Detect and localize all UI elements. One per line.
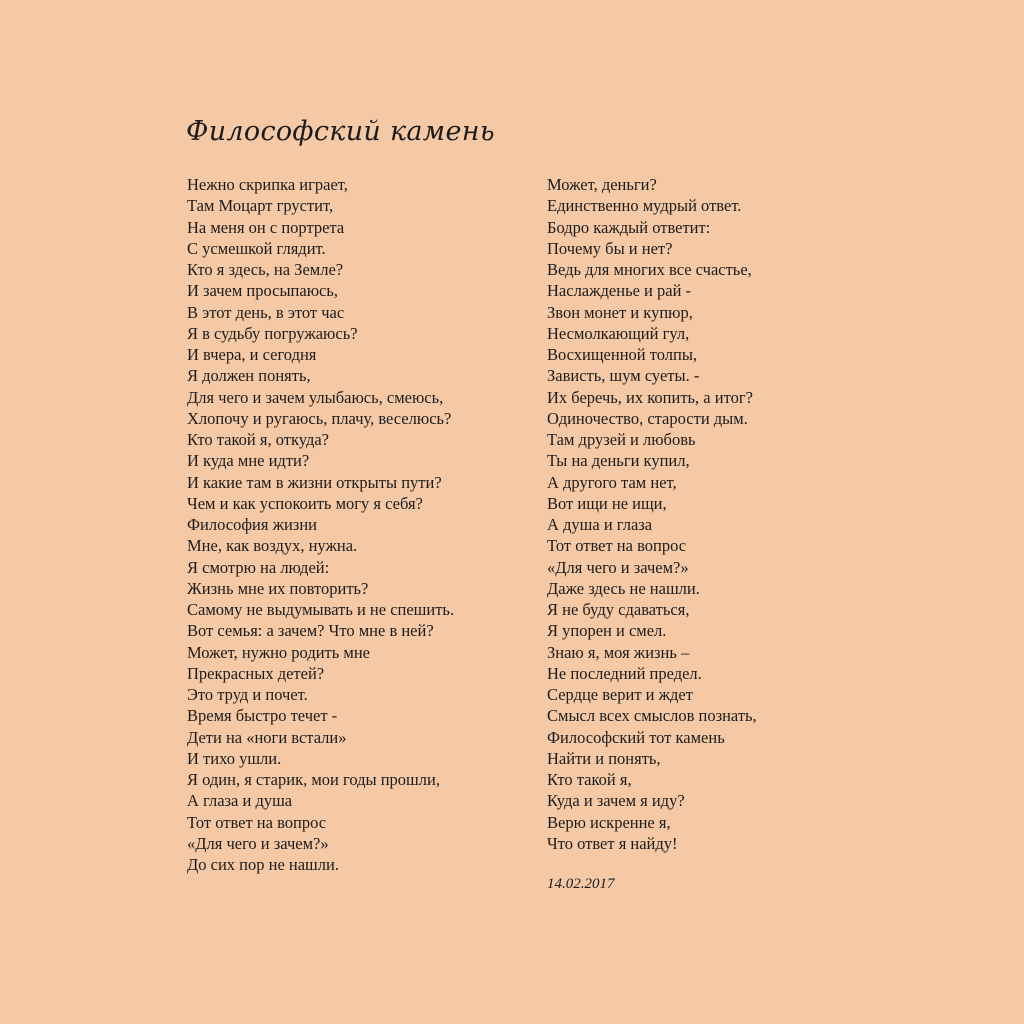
poem-line: Самому не выдумывать и не спешить. <box>187 600 455 619</box>
poem-line: Наслажденье и рай - <box>547 281 692 301</box>
poem-line: Смысл всех смыслов познать, <box>547 706 757 726</box>
poem-line: «Для чего и зачем?» <box>187 833 329 853</box>
poem-line: «Для чего и зачем?» <box>547 557 689 577</box>
poem-line: Ведь для многих все счастье, <box>547 260 752 279</box>
poem-line: Единственно мудрый ответ. <box>547 196 742 216</box>
poem-line: И тихо ушли. <box>187 748 282 768</box>
poem-line: Мне, как воздух, нужна. <box>187 536 358 556</box>
poem-line: Я один, я старик, мои годы прошли, <box>187 770 440 789</box>
poem-line: Кто такой я, <box>547 770 632 789</box>
poem-line: И куда мне идти? <box>187 451 310 471</box>
poem-line: Знаю я, моя жизнь – <box>547 642 690 662</box>
poem-line: Я в судьбу погружаюсь? <box>187 323 358 343</box>
poem-line: Тот ответ на вопрос <box>187 812 327 832</box>
poem-line: А душа и глаза <box>547 515 653 534</box>
poem-line: Я не буду сдаваться, <box>547 600 690 619</box>
poem-line: Бодро каждый ответит: <box>547 217 711 237</box>
poem-line: Может, нужно родить мне <box>187 642 370 662</box>
poem-line: Прекрасных детей? <box>187 663 325 683</box>
poem-line: Жизнь мне их повторить? <box>187 578 369 598</box>
poem-line: Зависть, шум суеты. - <box>547 366 700 386</box>
poem-line: Кто я здесь, на Земле? <box>187 260 344 279</box>
poem-line: Звон монет и купюр, <box>547 302 693 322</box>
poem-line: Дети на «ноги встали» <box>187 727 347 747</box>
poem-line: Несмолкающий гул, <box>547 323 690 343</box>
poem-line: И вчера, и сегодня <box>187 345 317 364</box>
poem-line: Восхищенной толпы, <box>547 345 698 364</box>
poem-line: Философский тот камень <box>547 727 725 747</box>
poem-title: Философский камень <box>186 116 495 147</box>
poem-line: Одиночество, старости дым. <box>547 408 748 428</box>
poem-line: Может, деньги? <box>547 175 657 194</box>
poem-line: До сих пор не нашли. <box>187 855 339 874</box>
poem-line: С усмешкой глядит. <box>187 238 326 258</box>
poem-right-column <box>547 174 877 854</box>
poem-line: Там друзей и любовь <box>547 430 696 449</box>
poem-line: Я упорен и смел. <box>547 621 667 641</box>
poem-line: И зачем просыпаюсь, <box>187 281 339 301</box>
poem-line: Их беречь, их копить, а итог? <box>547 387 753 407</box>
poem-line: Вот семья: а зачем? Что мне в ней? <box>187 621 434 641</box>
poem-line: Даже здесь не нашли. <box>547 578 700 598</box>
poem-line: Я должен понять, <box>187 366 311 386</box>
poem-line: Это труд и почет. <box>187 685 308 704</box>
poem-line: Нежно скрипка играет, <box>187 175 348 194</box>
poem-line: Философия жизни <box>187 515 317 534</box>
poem-line: Время быстро течет - <box>187 706 338 726</box>
poem-line: Почему бы и нет? <box>547 238 673 258</box>
poem-date: 14.02.2017 <box>547 876 615 892</box>
poem-line: Ты на деньги купил, <box>547 451 690 471</box>
poem-line: Вот ищи не ищи, <box>547 493 667 513</box>
poem-line: Кто такой я, откуда? <box>187 430 329 449</box>
poem-line: Не последний предел. <box>547 663 702 683</box>
poem-line: Я смотрю на людей: <box>187 557 330 577</box>
poem-line: Найти и понять, <box>547 748 661 768</box>
poem-line: И какие там в жизни открыты пути? <box>187 472 442 492</box>
poem-line: А глаза и душа <box>187 791 293 811</box>
poem-line: Верю искренне я, <box>547 812 671 832</box>
poem-line: В этот день, в этот час <box>187 302 345 322</box>
poem-line: Чем и как успокоить могу я себя? <box>187 493 423 513</box>
poem-line: Там Моцарт грустит, <box>187 196 334 216</box>
poem-line: Куда и зачем я иду? <box>547 791 685 811</box>
poem-line: Сердце верит и ждет <box>547 685 693 704</box>
poem-line: Что ответ я найду! <box>547 833 678 853</box>
poem-line: Хлопочу и ругаюсь, плачу, веселюсь? <box>187 408 452 428</box>
poem-line: На меня он с портрета <box>187 217 345 237</box>
poem-line: А другого там нет, <box>547 472 677 492</box>
poem-line: Тот ответ на вопрос <box>547 536 687 556</box>
poem-left-column <box>187 174 527 875</box>
poem-line: Для чего и зачем улыбаюсь, смеюсь, <box>187 387 444 407</box>
